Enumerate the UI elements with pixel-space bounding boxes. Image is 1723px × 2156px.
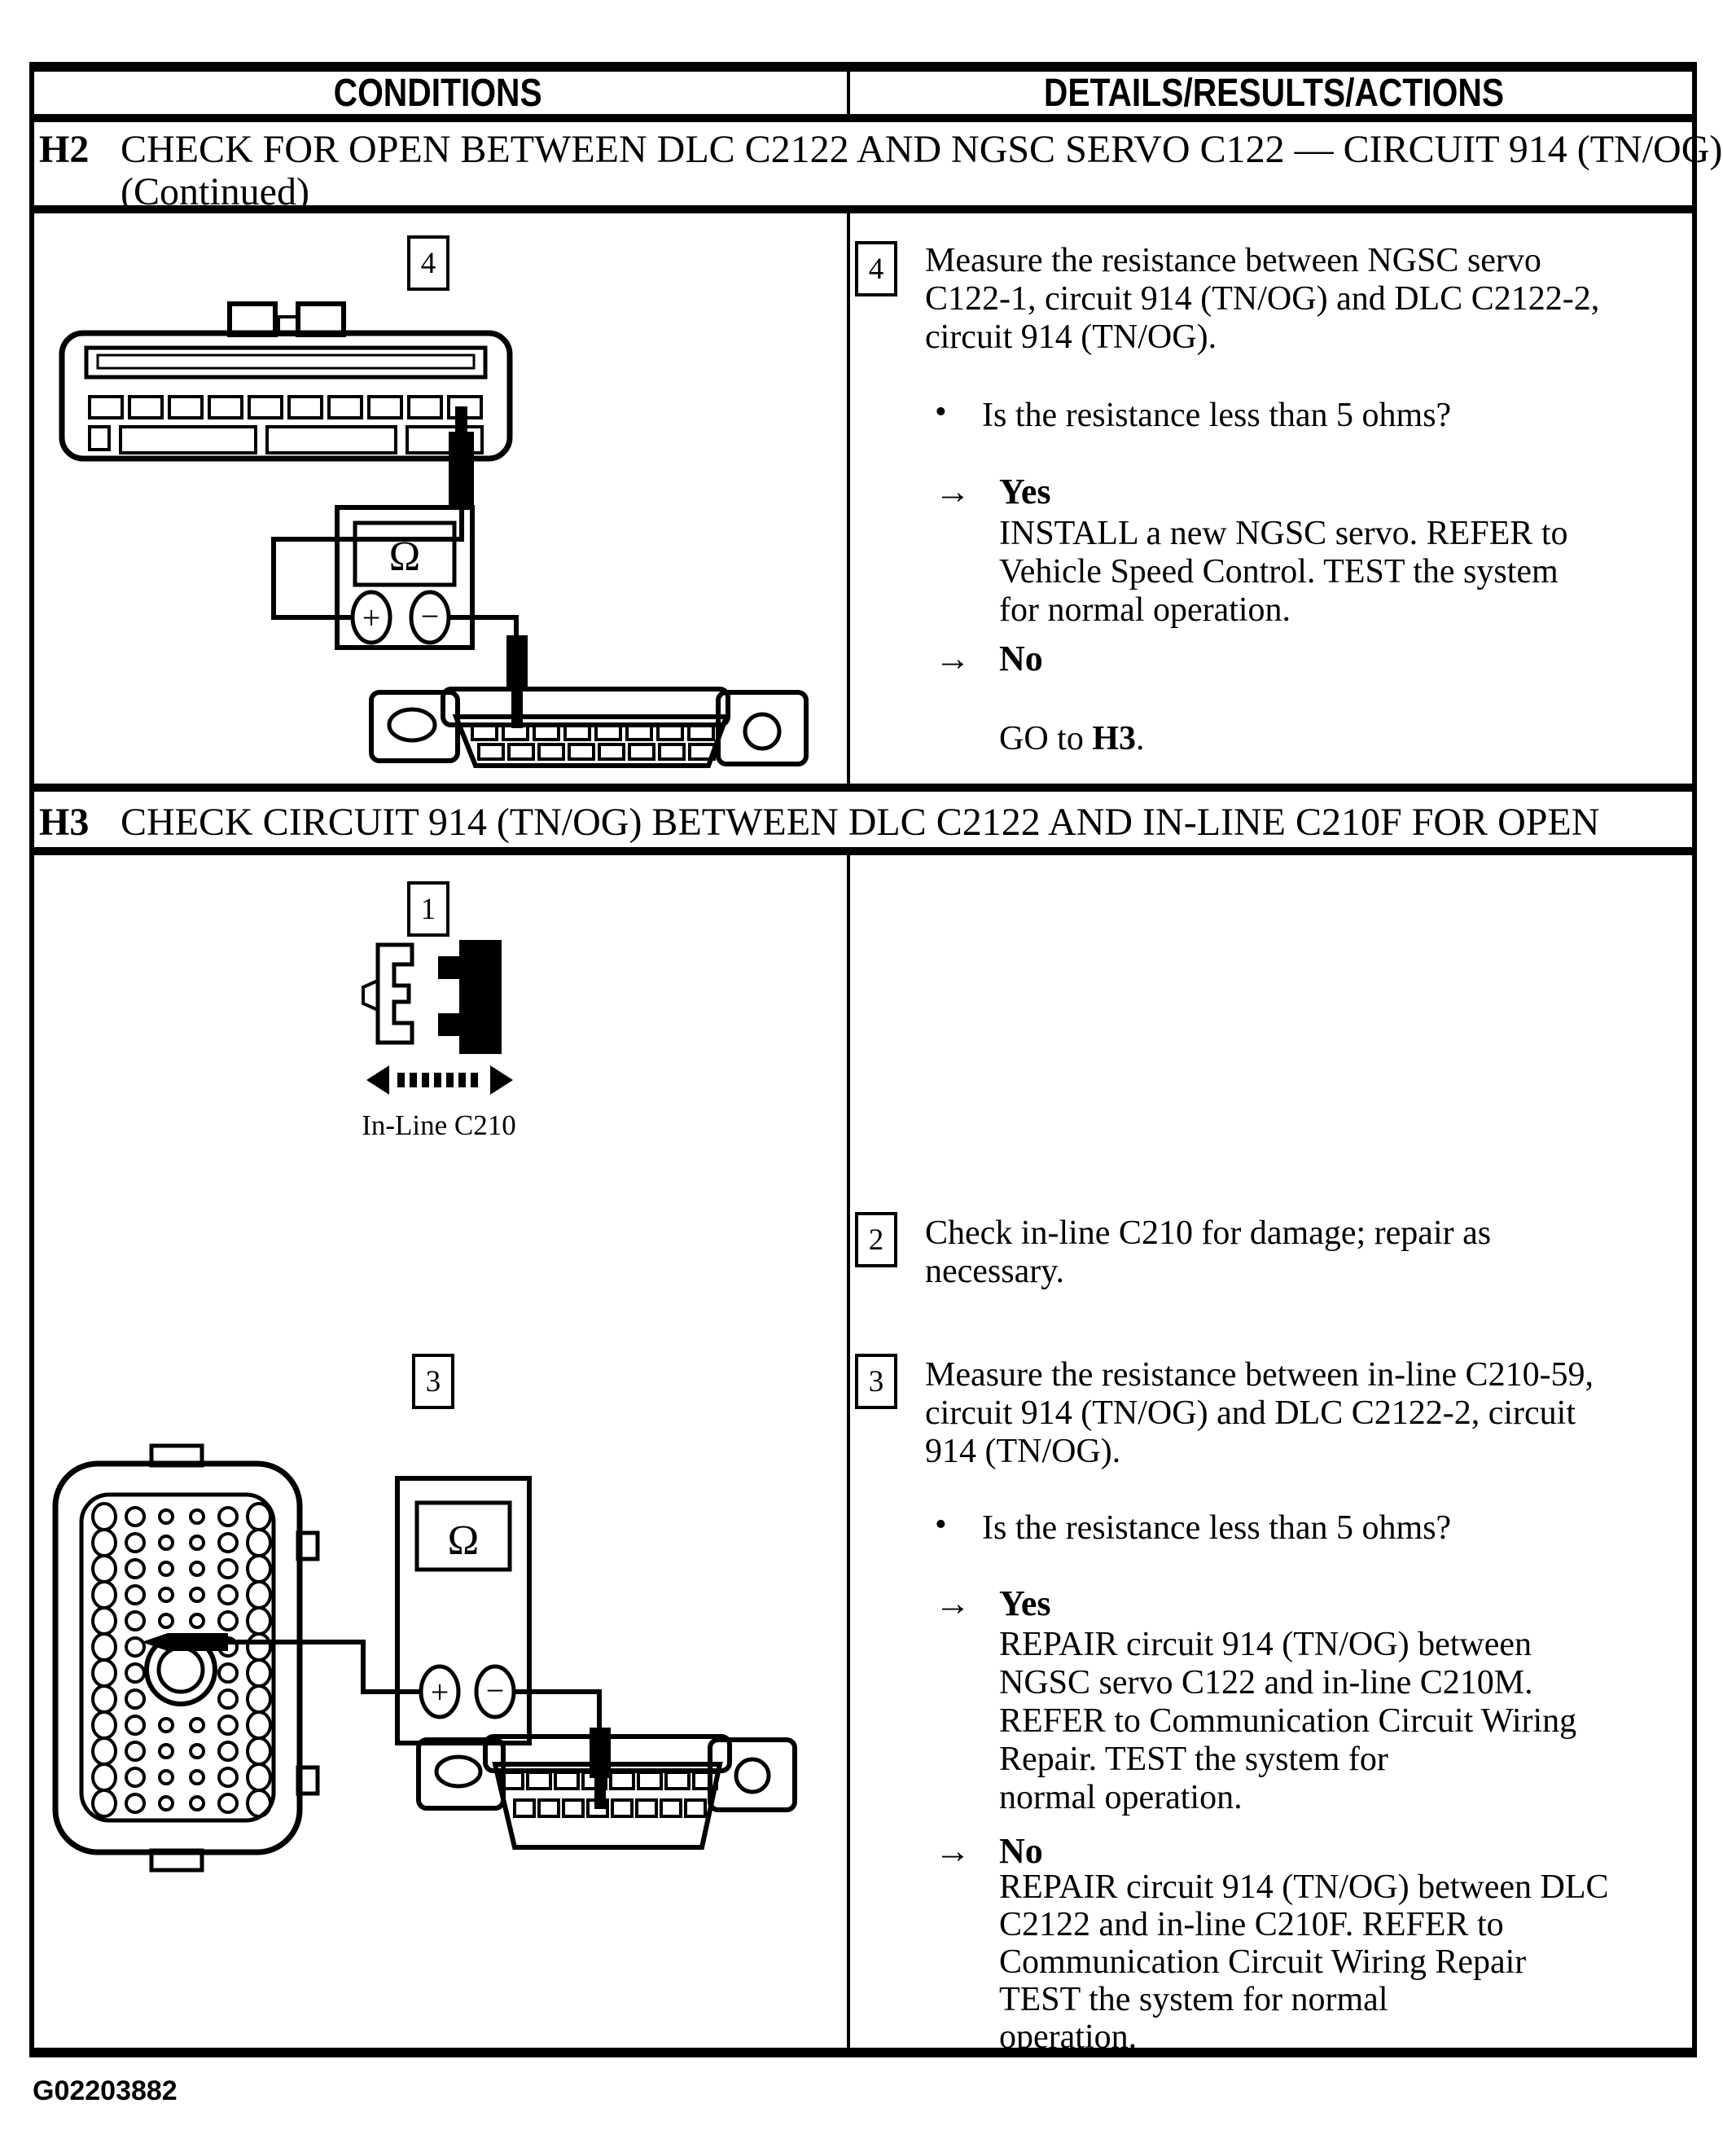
table-right-border (1692, 62, 1697, 2057)
dlc-pins (472, 725, 714, 759)
header-conditions (29, 72, 847, 114)
h3-no-text: REPAIR circuit 914 (TN/OG) between DLC C2122 and in-line C210F. REFER to Communication Circuit Wiring Repair TEST the system for normal operation. (999, 1868, 1609, 2056)
h2-title: CHECK FOR OPEN BETWEEN DLC C2122 AND NGSC SERVO C122 — CIRCUIT 914 (TN/OG) (121, 128, 1723, 171)
minus-terminal-label: − (420, 598, 440, 635)
h2-no-text-target: H3 (1092, 720, 1137, 757)
h3-step2-number-label: 2 (868, 1223, 884, 1257)
ohm-symbol: Ω (447, 1517, 480, 1564)
h2-no-text (999, 682, 1691, 758)
dlc-pins (500, 1772, 717, 1816)
h3-inline-step-marker (407, 881, 449, 937)
header-conditions-label: CONDITIONS (333, 71, 543, 115)
inline-c210-connector-face-icon (55, 1446, 318, 1870)
h3-yes-text: REPAIR circuit 914 (TN/OG) between NGSC servo C122 and in-line C210M. REFER to Communication Circuit Wiring Repair. TEST the system for normal operation. (999, 1626, 1577, 1816)
h3-yes-arrow-icon: → (935, 1583, 971, 1623)
h3-step2-text: Check in-line C210 for damage; repair as necessary. (925, 1214, 1492, 1290)
minus-terminal-label: − (485, 1672, 505, 1709)
h3-no-label: No (999, 1831, 1043, 1871)
h3-title: CHECK CIRCUIT 914 (TN/OG) BETWEEN DLC C2122 AND IN-LINE C210F FOR OPEN (121, 801, 1600, 844)
plus-terminal-label: + (362, 599, 381, 636)
header-details-label: DETAILS/RESULTS/ACTIONS (1043, 71, 1504, 115)
column-divider-h3 (847, 847, 850, 2057)
h3-yes-label: Yes (999, 1583, 1051, 1623)
plus-terminal-label: + (430, 1674, 449, 1710)
h2-no-label: No (999, 639, 1043, 678)
connector-pin-cavities (93, 1504, 270, 1816)
h2-question-text: Is the resistance less than 5 ohms? (982, 397, 1452, 434)
inline-connector-left-half (363, 945, 412, 1043)
ngsc-servo-connector-icon (62, 304, 510, 459)
h2-diagram-step-marker-label: 4 (420, 246, 436, 280)
inline-connector-right-half (438, 940, 502, 1054)
h2-wiring-diagram (29, 213, 847, 784)
h3-wiring-diagram (29, 1401, 847, 1890)
h2-yes-text: INSTALL a new NGSC servo. REFER to Vehicle Speed Control. TEST the system for normal operation. (999, 515, 1568, 629)
h3-step2-number (855, 1212, 897, 1267)
column-divider-h2 (847, 205, 850, 792)
h3-no-arrow-icon: → (935, 1831, 971, 1871)
rule-under-header (29, 114, 1697, 122)
h3-inline-step-marker-label: 1 (420, 892, 436, 926)
test-lead-wire-2 (514, 1692, 599, 1729)
rule-under-h2-row (29, 784, 1697, 792)
h2-step4-text: Measure the resistance between NGSC servo C122-1, circuit 914 (TN/OG) and DLC C2122-2, circuit 914 (TN/OG). (925, 242, 1600, 356)
h3-step3-text: Measure the resistance between in-line C210-59, circuit 914 (TN/OG) and DLC C2122-2, circuit 914 (TN/OG). (925, 1356, 1594, 1470)
h3-question-text: Is the resistance less than 5 ohms? (982, 1509, 1452, 1547)
rule-under-h3-title (29, 847, 1697, 855)
h3-step3-number (855, 1354, 897, 1409)
ohm-symbol: Ω (388, 534, 421, 580)
h3-step3-number-label: 3 (868, 1364, 884, 1399)
multimeter-icon (397, 1478, 529, 1743)
inline-c210-label: In-Line C210 (362, 1109, 516, 1141)
test-probe-icon-upper (449, 406, 474, 508)
dlc-connector-icon (371, 689, 806, 766)
h2-yes-label: Yes (999, 472, 1051, 512)
multimeter-icon (337, 507, 472, 648)
inline-c210-icon (357, 935, 523, 1101)
header-details (850, 72, 1697, 114)
h2-step4-number (855, 241, 897, 296)
h2-step-id: H2 (39, 128, 90, 171)
h2-title-continued: (Continued) (121, 170, 309, 213)
h2-no-arrow-icon: → (935, 639, 971, 678)
test-probe-icon-lower (506, 635, 528, 728)
disconnect-arrows-icon (366, 1065, 513, 1095)
figure-code: G02203882 (33, 2075, 178, 2106)
h2-no-text-prefix: GO to (999, 720, 1093, 757)
h2-question-bullet: • (935, 393, 947, 431)
h2-step4-number-label: 4 (868, 252, 884, 286)
test-lead-wire-2 (449, 617, 516, 637)
h2-yes-arrow-icon: → (935, 472, 971, 512)
h3-step-id: H3 (39, 801, 90, 844)
ngsc-connector-pins (90, 397, 482, 453)
h3-diagram-step-marker-label: 3 (425, 1364, 441, 1399)
h2-no-text-suffix: . (1136, 720, 1145, 757)
h3-question-bullet: • (935, 1506, 947, 1543)
